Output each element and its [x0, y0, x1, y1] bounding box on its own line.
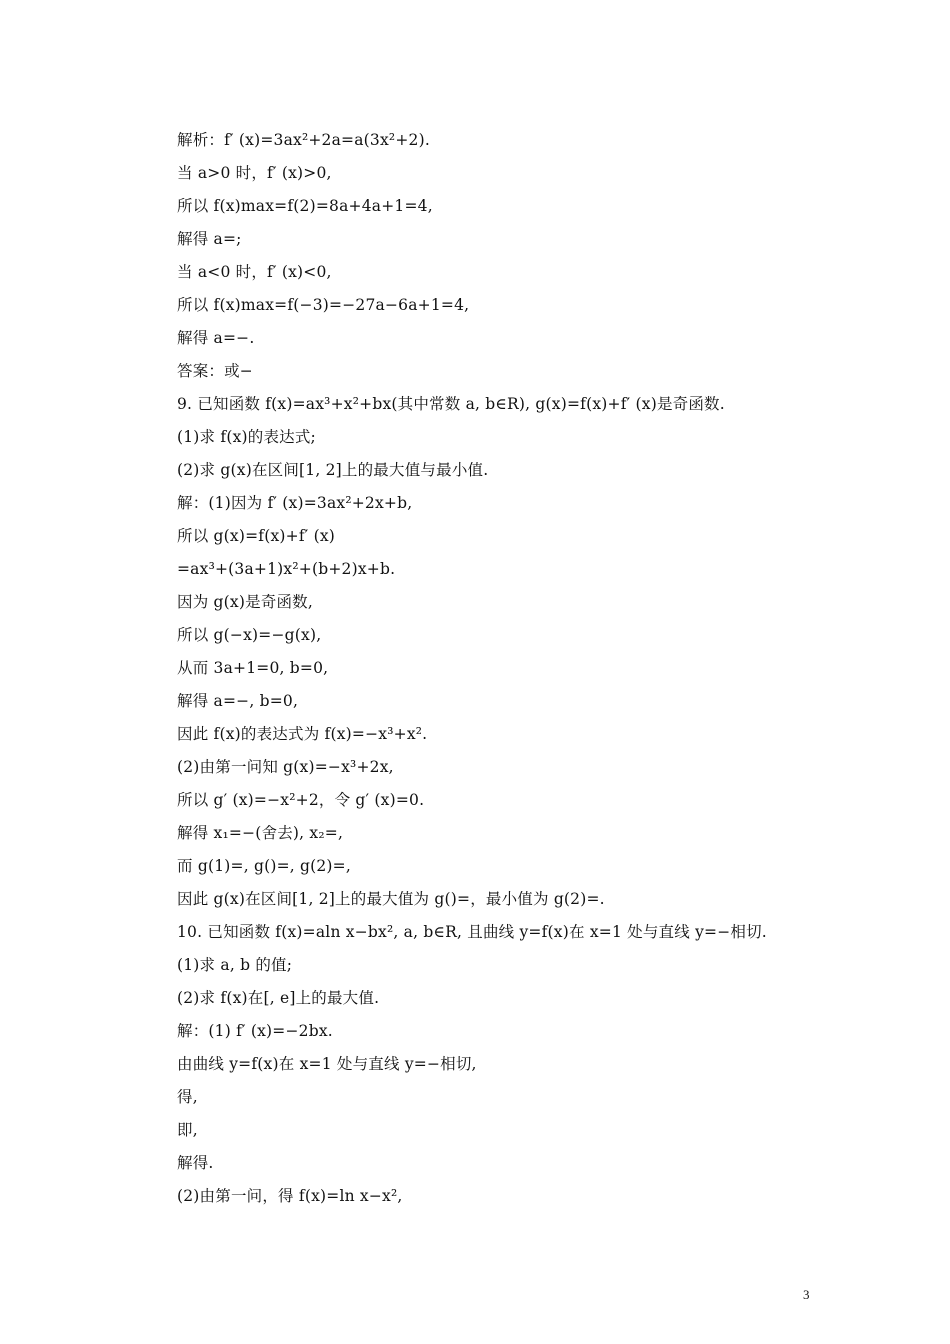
text-line: 解：(1) f′ (x)=−2bx.	[177, 1022, 333, 1040]
text-line: 解得 a=;	[177, 230, 242, 248]
solution-text-block	[177, 124, 837, 1213]
text-line: 即,	[177, 1121, 198, 1139]
text-line: 得,	[177, 1088, 198, 1106]
text-line: 从而 3a+1=0, b=0,	[177, 659, 329, 677]
text-line: 解得 a=−.	[177, 329, 255, 347]
text-line: (2)由第一问，得 f(x)=ln x−x²,	[177, 1187, 403, 1205]
text-line: 而 g(1)=, g()=, g(2)=,	[177, 857, 351, 875]
text-line: 解得 a=−, b=0,	[177, 692, 299, 710]
text-line: 所以 g′ (x)=−x²+2，令 g′ (x)=0.	[177, 791, 425, 809]
text-line: (2)由第一问知 g(x)=−x³+2x,	[177, 758, 394, 776]
text-line: 因为 g(x)是奇函数,	[177, 593, 314, 611]
text-line: 解析：f′ (x)=3ax²+2a=a(3x²+2).	[177, 131, 430, 149]
text-line: =ax³+(3a+1)x²+(b+2)x+b.	[177, 560, 396, 578]
answer-line: 答案：或−	[177, 362, 253, 380]
text-line: 所以 f(x)max=f(−3)=−27a−6a+1=4,	[177, 296, 470, 314]
text-line: 由曲线 y=f(x)在 x=1 处与直线 y=−相切,	[177, 1055, 477, 1073]
page-number: 3	[803, 1287, 810, 1302]
problem-9-statement: 9. 已知函数 f(x)=ax³+x²+bx(其中常数 a, b∈R), g(x)=f(x)+f′ (x)是奇函数.	[177, 395, 725, 413]
problem-10-statement: 10. 已知函数 f(x)=aln x−bx², a, b∈R, 且曲线 y=f(x)在 x=1 处与直线 y=−相切.	[177, 923, 767, 941]
text-line: 所以 g(x)=f(x)+f′ (x)	[177, 527, 336, 545]
text-line: 解：(1)因为 f′ (x)=3ax²+2x+b,	[177, 494, 413, 512]
text-line: 解得 x₁=−(舍去), x₂=,	[177, 824, 344, 842]
text-line: 当 a<0 时，f′ (x)<0,	[177, 263, 332, 281]
text-line: 因此 g(x)在区间[1, 2]上的最大值为 g()=，最小值为 g(2)=.	[177, 890, 605, 908]
text-line: (2)求 g(x)在区间[1, 2]上的最大值与最小值.	[177, 461, 489, 479]
text-line: (1)求 f(x)的表达式;	[177, 428, 316, 446]
text-line: 所以 g(−x)=−g(x),	[177, 626, 322, 644]
text-line: 所以 f(x)max=f(2)=8a+4a+1=4,	[177, 197, 433, 215]
text-line: 因此 f(x)的表达式为 f(x)=−x³+x².	[177, 725, 428, 743]
text-line: 当 a>0 时，f′ (x)>0,	[177, 164, 332, 182]
text-line: 解得.	[177, 1154, 214, 1172]
text-line: (1)求 a, b 的值;	[177, 956, 293, 974]
text-line: (2)求 f(x)在[, e]上的最大值.	[177, 989, 380, 1007]
